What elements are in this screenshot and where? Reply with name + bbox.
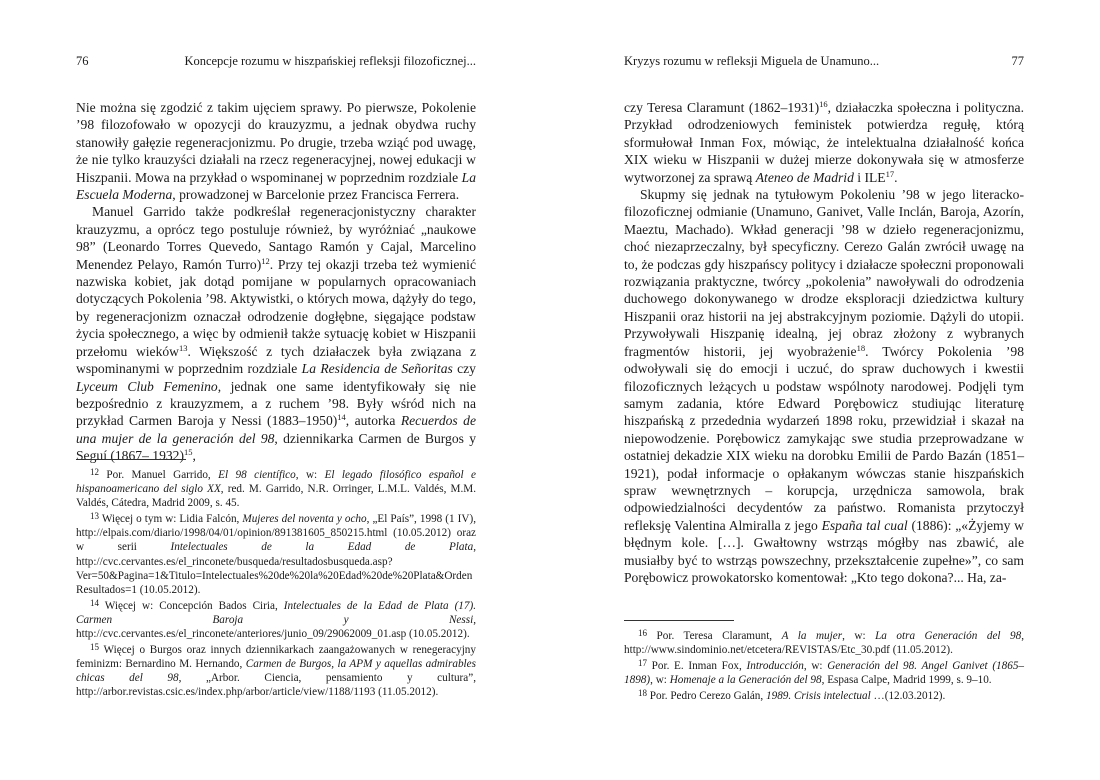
footnote-ref: 12: [261, 255, 270, 266]
italic-text: El 98 científico: [218, 469, 296, 481]
text-run: (1886): „«Żyjemy w błędnym kole. […]. Gwałtowny wstrząs mógłby nas zbawić, ale musiałby być to wstrząs powszechny, przekształcenie zupełne»”, co sam Porębowicz prowokatorsko komentował: „Kto tego dokona?... Ha, za-: [624, 517, 1024, 585]
text-run: , „El País”, 1998 (1 IV), http://elpais.com/diario/1998/04/01/opinion/891381605_850215.html (10.05.2012) oraz w serii: [76, 513, 476, 554]
italic-text: La otra Generación del 98: [875, 630, 1022, 642]
text-run: , http://cvc.cervantes.es/el_rinconete/anteriores/junio_09/29062009_01.asp (10.05.2012).: [76, 613, 476, 641]
footnote-ref: 14: [337, 412, 346, 423]
paragraph: [624, 186, 1024, 586]
footnote: [76, 599, 476, 641]
text-run: . Większość z tych działaczek była związana z wspominanymi w poprzednim rozdziale: [76, 343, 476, 377]
footnote: [76, 512, 476, 597]
text-run: Więcej o Burgos oraz innych dziennikarkach zaangażowanych w renegeracyjny feminizm: Bernardino M. Hernando,: [76, 644, 476, 671]
text-run: .: [894, 169, 898, 185]
text-run: czy Teresa Claramunt (1862–1931): [624, 100, 820, 115]
text-run: ,: [192, 448, 196, 464]
text-run: , dziennikarka Carmen de Burgos y Seguí (1867– 1932): [76, 430, 476, 464]
italic-text: La Residencia de Señoritas: [301, 361, 453, 377]
text-run: Manuel Garrido także podkreślał regeneracjonistyczny charakter krauzyzmu, a oprócz tego postuluje również, by wyróżniać „naukowe 98” (Leonardo Torres Quevedo, Santago Ramón y Cajal, Marcelino Menendez Pelayo, Ramón Turro): [76, 204, 476, 272]
footnote-number: 16: [638, 628, 647, 638]
text-run: , jednak one same identyfikowały się nie bezpośrednio z krauzyzmem, a z ruchem ’98. Były wśród nich na przykład Carmen Baroja y Nessi (1883–1950): [76, 378, 476, 429]
italic-text: Introducción: [746, 660, 804, 673]
footnotes: [76, 459, 476, 702]
text-run: , prowadzonej w Barcelonie przez Francisca Ferrera.: [172, 187, 460, 203]
italic-text: Lyceum Club Femenino: [76, 378, 218, 394]
italic-text: Intelectuales de la Edad de Plata (17). Carmen Baroja y Nessi: [76, 599, 476, 626]
footnote-number: 17: [638, 658, 647, 669]
text-run: , „Arbor. Ciencia, pensamiento y cultura”, http://arbor.revistas.csic.es/index.php/arbor/article/view/1188/1193 (11.05.2012).: [76, 672, 476, 699]
italic-text: Homenaje a la Generación del 98: [669, 674, 822, 687]
footnote-rule: [76, 459, 186, 460]
footnote-rule: [624, 620, 734, 621]
body-text: [76, 99, 476, 465]
text-run: , w:: [803, 660, 828, 673]
text-run: Por. Manuel Garrido,: [106, 469, 219, 481]
page-number: 76: [76, 54, 89, 68]
italic-text: Recuerdos de una mujer de la generación del 98: [76, 413, 476, 446]
text-run: . Twórcy Pokolenia ’98 odwoływali się do emocji i uczuć, do spraw duchowych i kwestii filozoficznych leżących u podstaw wspólnoty narodowej. Podjęli tym samym zadania, które Edward Porębowicz studiując literaturę hiszpańską z przedednia wydarzeń 1898 roku, przewidział i skazał na niepowodzenie. Porębowicz zamykając swe studia przeprowadzane w ostatniej dekadzie XIX wieku na dorobku Emilii de Pardo Bazán (1851–1921), podał informacje o opłakanym wówczas stanie hiszpańskich spraw wewnętrznych – korupcja, urzędnicza samowola, brak odpowiedzialności decydentów za państwo. Romanista przytoczył refleksję Valentina Almiralla z jego: [624, 343, 1024, 533]
running-head-title: Kryzys rozumu w refleksji Miguela de Unamuno...: [624, 54, 880, 68]
footnote-number: 12: [90, 467, 99, 477]
footnote: [76, 643, 476, 699]
italic-text: Carmen de Burgos, la APM y aquellas admirables chicas del 98: [76, 658, 476, 685]
text-run: Więcej w: Concepción Bados Ciria,: [104, 599, 284, 612]
footnotes: [624, 620, 1024, 705]
text-run: i ILE: [853, 169, 886, 185]
footnote: [624, 689, 1024, 703]
footnote: [76, 468, 476, 510]
footnote-number: 18: [638, 688, 647, 699]
text-run: , działaczka społeczna i polityczna. Przykład odrodzeniowych feministek potwierdza regułę, którą sformułował Inman Fox, mówiąc, że intelektualna działalność końca XIX wieku w Hiszpanii w dużej mierze dokonywała się w atmosferze wytworzonej za sprawą: [624, 100, 1024, 185]
text-run: . Przy tej okazji trzeba też wymienić nazwiska kobiet, jak dotąd pomijane w popularnych opracowaniach dotyczących Pokolenia ’98. Aktywistki, o których mowa, dążyły do tego, by regeneracjonizm oznaczał odrodzenie dogłębne, sięgające podstaw życia społecznego, a więc by odmienił także sytuację kobiet w Hiszpanii przełomu wieków: [76, 256, 476, 359]
text-run: Por. Pedro Cerezo Galán,: [649, 690, 766, 703]
footnote-ref: 18: [856, 342, 866, 353]
italic-text: Generación del 98. Angel Ganivet (1865–1898): [624, 660, 1025, 687]
text-run: , w:: [650, 674, 670, 687]
text-run: Więcej o tym w: Lidia Falcón,: [101, 513, 243, 526]
page-number: 77: [1011, 54, 1024, 68]
text-run: …(12.03.2012).: [870, 690, 946, 703]
text-run: Skupmy się jednak na tytułowym Pokoleniu ’98 w jego literacko-filozoficznej odmianie (Unamuno, Ganivet, Valle Inclán, Baroja, Azorín, Maeztu, Machado). Wkład generacji ’98 w dzieło regeneracjonizmu, choć niezaprzeczalny, był specyficzny. Cerezo Galán zwrócił uwagę na to, że podczas gdy hiszpańscy politycy i działacze społeczni proponowali rozwiązania praktyczne, twórcy „pokolenia” nawoływali do odrodzenia duchowego dokonywanego w drodze eksploracji dziedzictwa kultury Hiszpanii oraz historii na jej abstrakcyjnym poziomie. Dążyli do utopii. Przywoływali Hiszpanię idealną, jej obraz złożony z wybranych fragmentów historii, jej wyobrażenie: [624, 187, 1024, 359]
text-run: , Espasa Calpe, Madrid 1999, s. 9–10.: [821, 674, 992, 687]
footnote-ref: 17: [885, 168, 895, 179]
footnote-ref: 16: [819, 99, 828, 109]
text-run: Por. Teresa Claramunt,: [656, 630, 782, 642]
paragraph: [76, 203, 476, 464]
italic-text: España tal cual: [821, 517, 908, 533]
body-text: [624, 99, 1024, 586]
text-run: , autorka: [345, 413, 401, 429]
paragraph: [624, 99, 1024, 186]
italic-text: Intelectuales de la Edad de Plata: [170, 541, 474, 554]
text-run: , w:: [295, 469, 325, 481]
text-run: , http://cvc.cervantes.es/el_rinconete/busqueda/resultadosbusqueda.asp?Ver=50&Pagina=1&Titulo=Intelectuales%20de%20la%20Edad%20de%20Plata&OrdenResultados=1 (10.05.2012).: [76, 541, 476, 596]
italic-text: Mujeres del noventa y ocho: [242, 513, 367, 526]
footnote-number: 13: [90, 511, 99, 522]
text-run: , w:: [842, 630, 876, 642]
italic-text: A la mujer: [781, 630, 843, 642]
footnote: [624, 659, 1024, 687]
italic-text: El legado filosófico español e hispanoamericano del siglo XX: [76, 469, 477, 496]
italic-text: 1989. Crisis intelectual: [766, 690, 871, 703]
text-run: Por. E. Inman Fox,: [651, 660, 747, 673]
footnote-ref: 13: [178, 342, 188, 353]
text-run: , red. M. Garrido, N.R. Orringer, L.M.L. Valdés, M.M. Valdés, Cátedra, Madrid 2009, s. 45.: [76, 483, 476, 510]
italic-text: La Escuela Moderna: [76, 169, 476, 203]
text-run: czy: [452, 361, 476, 377]
text-run: , http://www.sindominio.net/etcetera/REVISTAS/Etc_30.pdf (11.05.2012).: [624, 630, 1025, 657]
paragraph: [76, 99, 476, 203]
italic-text: Ateneo de Madrid: [755, 169, 854, 185]
footnote: [624, 629, 1024, 657]
footnote-number: 14: [90, 597, 99, 608]
footnote-ref: 15: [184, 447, 193, 458]
running-head-title: Koncepcje rozumu w hiszpańskiej refleksji filozoficznej...: [184, 54, 476, 68]
footnote-number: 15: [90, 642, 99, 653]
text-run: Nie można się zgodzić z takim ujęciem sprawy. Po pierwsze, Pokolenie ’98 filozofowało w opozycji do krauzyzmu, a jednak obydwa ruchy stanowiły gałęzie regeneracjonizmu. Po drugie, trzeba wziąć pod uwagę, że nie tylko krauzyści działali na rzecz regeneracyjnej, nowej edukacji w Hiszpanii. Mowa na przykład o wspominanej w poprzednim rozdziale: [76, 100, 476, 185]
